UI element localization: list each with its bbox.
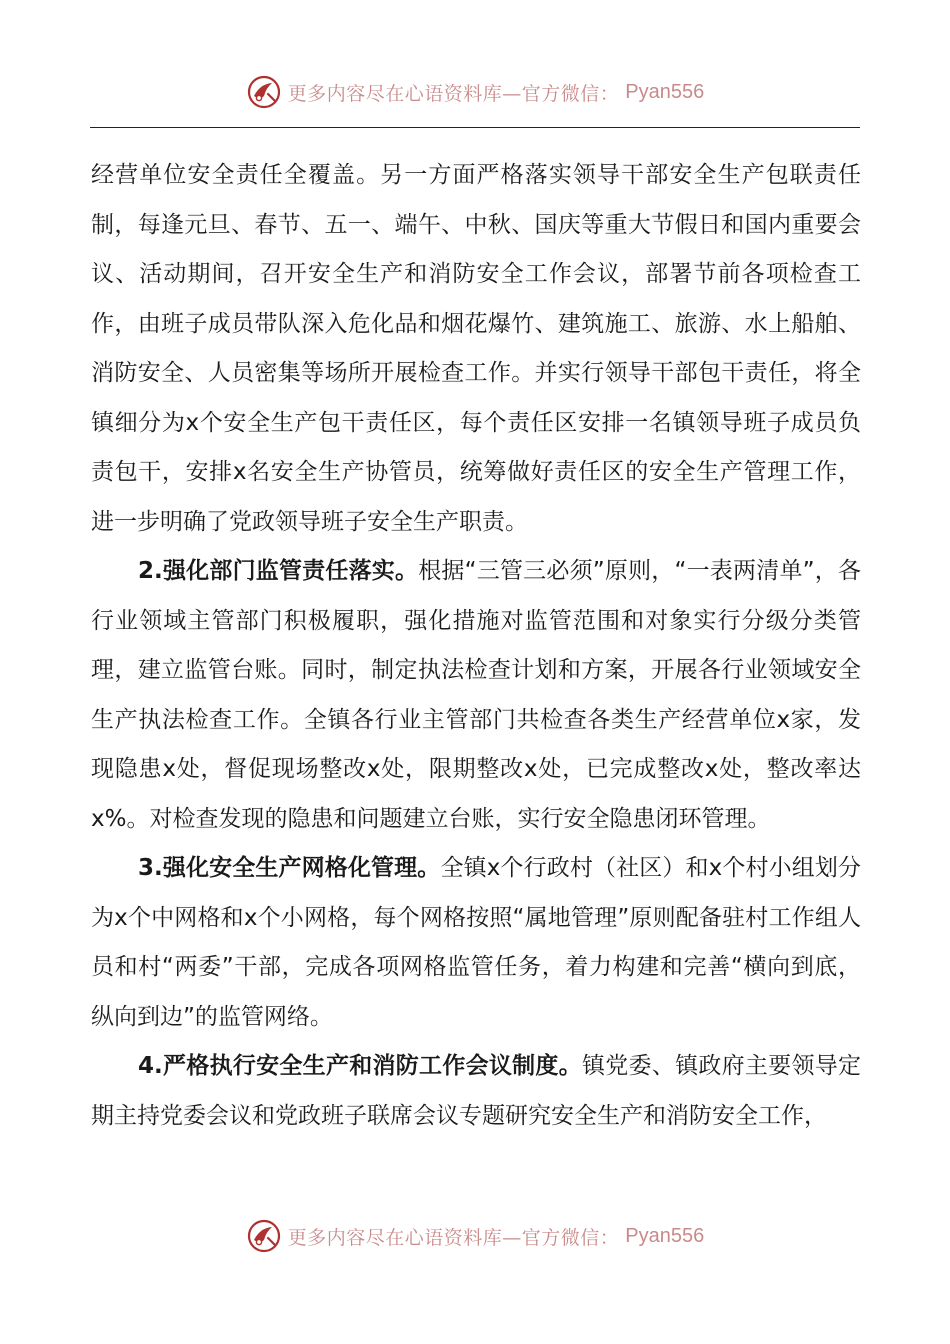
paragraph-4	[91, 1042, 861, 1141]
header-divider	[90, 127, 860, 128]
paragraph-1: 经营单位安全责任全覆盖。另一方面严格落实领导干部安全生产包联责任制，每逢元旦、春节、五一、端午、中秋、国庆等重大节假日和国内重要会议、活动期间，召开安全生产和消防安全工作会议，部署节前各项检查工作，由班子成员带队深入危化品和烟花爆竹、建筑施工、旅游、水上船舶、消防安全、人员密集等场所开展检查工作。并实行领导干部包干责任，将全镇细分为x个安全生产包干责任区，每个责任区安排一名镇领导班子成员负责包干，安排x名安全生产协管员，统筹做好责任区的安全生产管理工作，进一步明确了党政领导班子安全生产职责。	[91, 162, 861, 535]
paragraph-2-heading: 2.强化部门监管责任落实。	[138, 558, 419, 584]
header-wechat-id: Pyan556	[625, 80, 705, 103]
header-banner	[0, 72, 950, 112]
paragraph-3	[91, 844, 861, 1042]
brand-logo-icon	[246, 1218, 282, 1254]
paragraph-3-text: 全镇x个行政村（社区）和x个村小组划分为x个中网格和x个小网格，每个网格按照“属地管理”原则配备驻村工作组人员和村“两委”干部，完成各项网格监管任务，着力构建和完善“横向到底，纵向到边”的监管网络。	[91, 855, 861, 1030]
footer-banner-text: 更多内容尽在心语资料库—官方微信：	[287, 1226, 620, 1249]
paragraph-3-heading: 3.强化安全生产网格化管理。	[138, 855, 441, 881]
paragraph-4-text: 镇党委、镇政府主要领导定期主持党委会议和党政班子联席会议专题研究安全生产和消防安全工作，	[91, 1053, 861, 1129]
paragraph-4-heading: 4.严格执行安全生产和消防工作会议制度。	[138, 1053, 582, 1079]
footer-banner	[0, 1216, 950, 1256]
header-banner-text: 更多内容尽在心语资料库—官方微信：	[287, 82, 620, 105]
paragraph-2	[91, 547, 861, 844]
paragraph-2-text: 根据“三管三必须”原则，“一表两清单”，各行业领域主管部门积极履职，强化措施对监管范围和对象实行分级分类管理，建立监管台账。同时，制定执法检查计划和方案，开展各行业领域安全生产执法检查工作。全镇各行业主管部门共检查各类生产经营单位x家，发现隐患x处，督促现场整改x处，限期整改x处，已完成整改x处，整改率达x%。对检查发现的隐患和问题建立台账，实行安全隐患闭环管理。	[91, 558, 861, 832]
footer-wechat-id: Pyan556	[625, 1224, 705, 1247]
document-body	[91, 151, 861, 1141]
brand-logo-icon	[246, 74, 282, 110]
